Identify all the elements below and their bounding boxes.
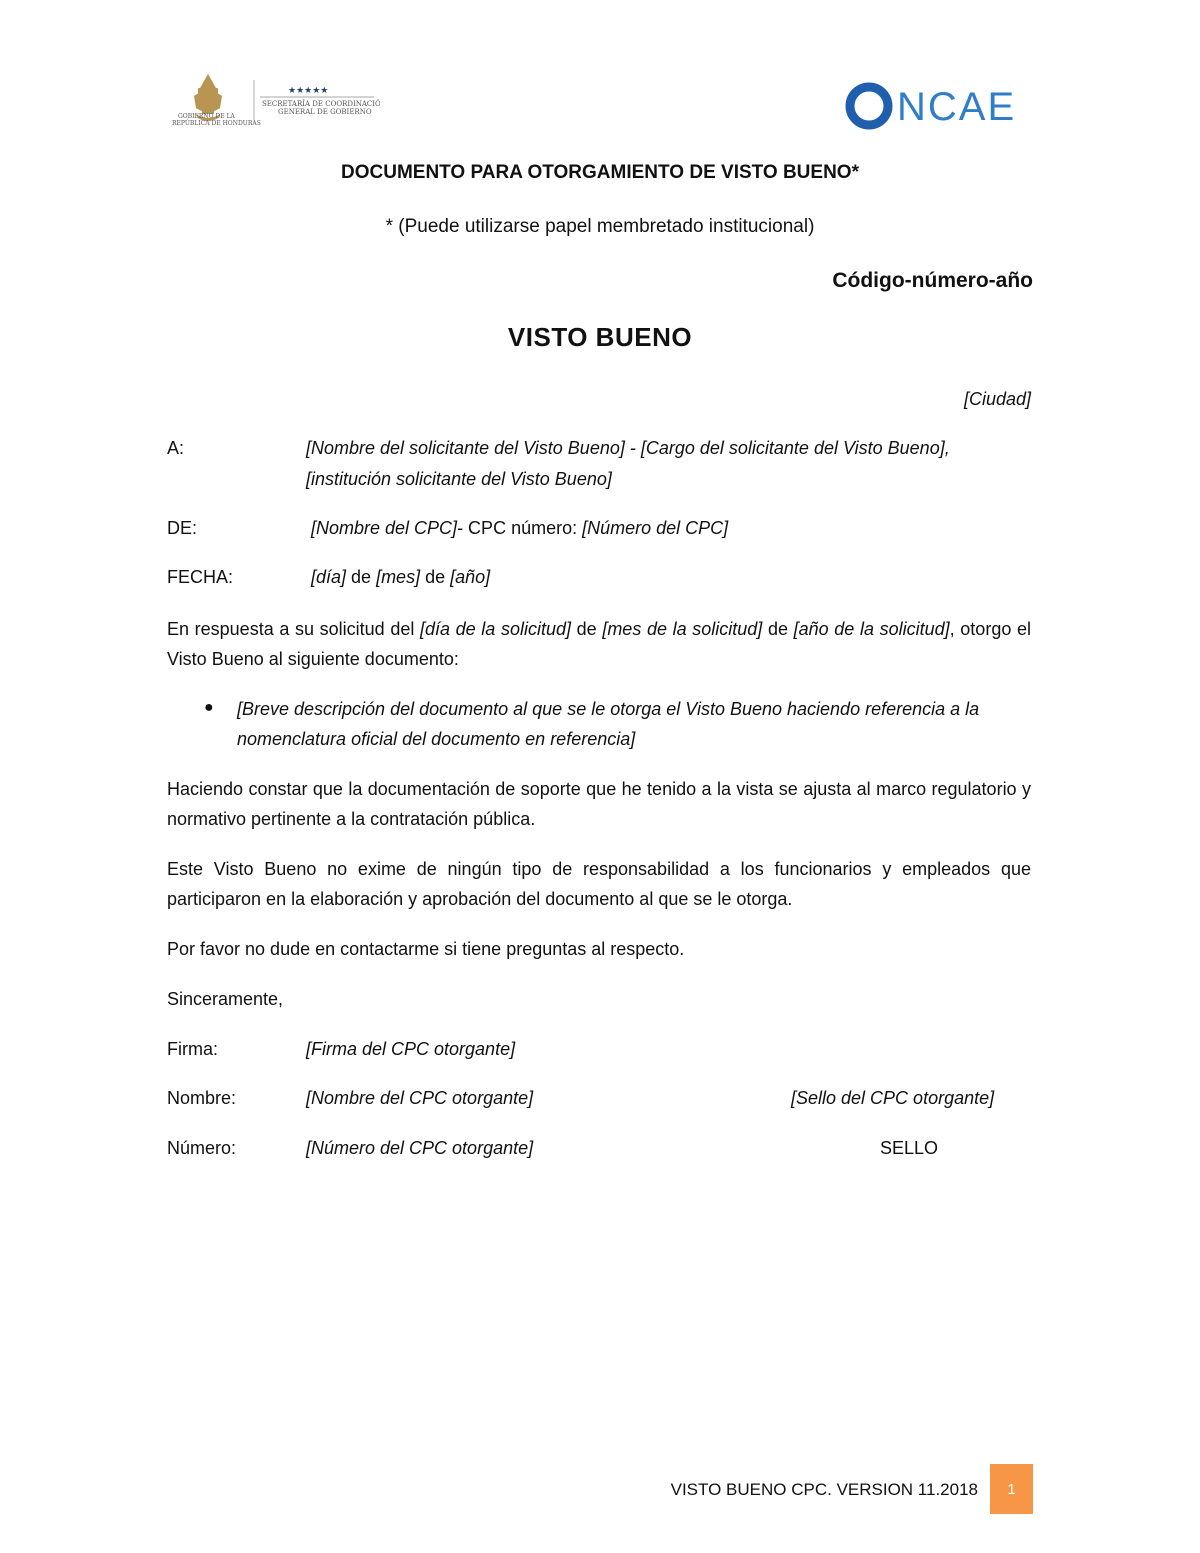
city-placeholder: [Ciudad] (963, 389, 1031, 409)
number-value: [Número del CPC otorgante] (306, 1138, 534, 1158)
from-mid: - CPC número: (457, 518, 583, 538)
from-name: [Nombre del CPC] (311, 518, 458, 538)
p1-de-1: de (571, 619, 603, 639)
paragraph-responsibility: Este Visto Bueno no exime de ningún tipo de responsabilidad a los funcionarios y empleados que participaron en la elaboración y aprobación del documento al que se le otorga. (167, 859, 1031, 909)
seal-placeholder: [Sello del CPC otorgante] (791, 1088, 995, 1108)
oncae-logo (843, 80, 1033, 132)
from-value (311, 513, 728, 543)
bullet-description: [Breve descripción del documento al que se le otorga el Visto Bueno haciendo referencia a la nomenclatura oficial del documento en referencia] (237, 699, 980, 749)
page-heading: VISTO BUENO (507, 322, 693, 352)
date-label: FECHA: (167, 567, 234, 587)
from-label: DE: (167, 518, 198, 538)
p1-end: , otorgo el Visto Bueno al siguiente documento: (167, 619, 1031, 669)
to-line-1: [Nombre del solicitante del Visto Bueno] - [Cargo del solicitante del Visto Bueno], (306, 438, 950, 458)
seal-label: SELLO (880, 1138, 939, 1158)
closing: Sinceramente, (167, 989, 284, 1009)
bullet-icon: ● (204, 699, 214, 716)
oncae-o-ring-icon (850, 87, 888, 125)
footer-version: VISTO BUENO CPC. VERSION 11.2018 (670, 1480, 978, 1499)
document-title: DOCUMENTO PARA OTORGAMIENTO DE VISTO BUENO* (341, 162, 859, 183)
to-line-2: [institución solicitante del Visto Bueno] (306, 469, 612, 489)
date-day: [día] (311, 567, 347, 587)
gov-caption-line-1: GOBIERNO DE LA (178, 113, 235, 120)
number-label: Número: (167, 1138, 237, 1158)
date-month: [mes] (376, 567, 421, 587)
signature-value: [Firma del CPC otorgante] (306, 1039, 516, 1059)
date-de-2: de (420, 567, 451, 587)
government-logo (160, 66, 380, 136)
paragraph-compliance: Haciendo constar que la documentación de soporte que he tenido a la vista se ajusta al marco regulatorio y normativo pertinente a la contratación pública. (167, 779, 1031, 829)
stars-icon: ★★★★★ (288, 85, 329, 95)
name-value: [Nombre del CPC otorgante] (306, 1088, 534, 1108)
p1-month: [mes de la solicitud] (602, 619, 763, 639)
date-value (311, 562, 490, 592)
secretaria-caption-line-1: SECRETARÍA DE COORDINACIÓN (262, 100, 380, 108)
date-year: [año] (450, 567, 491, 587)
p1-day: [día de la solicitud] (419, 619, 571, 639)
name-label: Nombre: (167, 1088, 237, 1108)
p1-start: En respuesta a su solicitud del (167, 619, 420, 639)
page-number: 1 (990, 1464, 1033, 1514)
to-label: A: (167, 438, 185, 458)
honduras-coat-of-arms-icon (160, 66, 380, 136)
paragraph-request (167, 614, 1031, 674)
p1-year: [año de la solicitud] (793, 619, 950, 639)
from-number: [Número del CPC] (582, 518, 729, 538)
secretaria-caption-line-2: GENERAL DE GOBIERNO (278, 108, 372, 116)
document-code: Código-número-año (832, 269, 1033, 292)
p1-de-2: de (762, 619, 794, 639)
oncae-logo-text: NCAE (897, 85, 1017, 129)
paragraph-contact: Por favor no dude en contactarme si tiene preguntas al respecto. (167, 939, 685, 959)
letterhead-note: * (Puede utilizarse papel membretado institucional) (385, 216, 815, 237)
date-de-1: de (346, 567, 377, 587)
gov-caption-line-2: REPÚBLICA DE HONDURAS (172, 120, 261, 127)
signature-label: Firma: (167, 1039, 218, 1059)
